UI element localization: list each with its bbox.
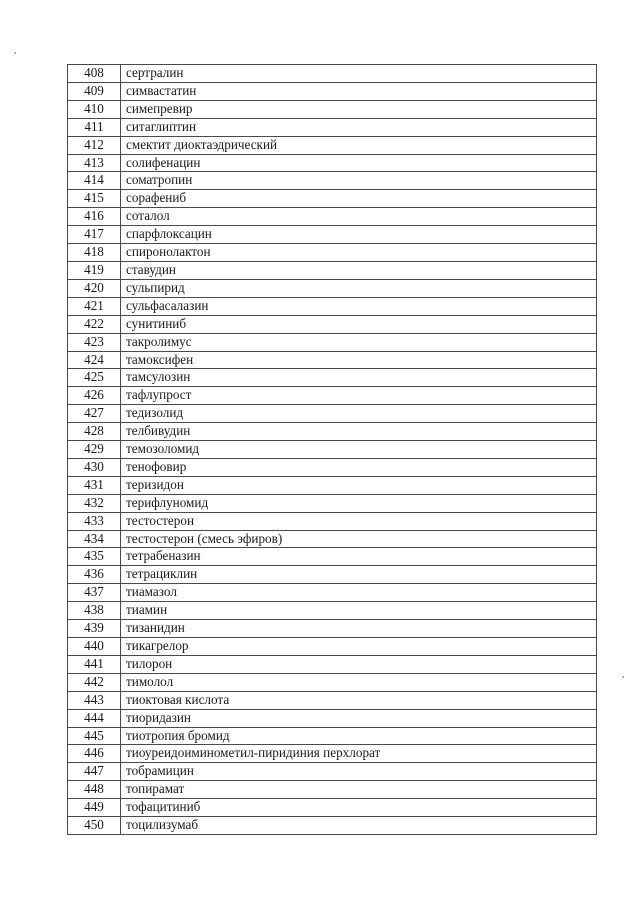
drug-name-cell: тиоктовая кислота xyxy=(121,691,597,709)
row-number-cell: 446 xyxy=(68,745,121,763)
drug-name-cell: тафлупрост xyxy=(121,387,597,405)
table-row xyxy=(68,494,597,512)
row-number-cell: 408 xyxy=(68,65,121,83)
drug-name-cell: тетрабеназин xyxy=(121,548,597,566)
drug-name-cell: тестостерон (смесь эфиров) xyxy=(121,530,597,548)
row-number-cell: 442 xyxy=(68,673,121,691)
table-row xyxy=(68,691,597,709)
table-row xyxy=(68,172,597,190)
row-number-cell: 418 xyxy=(68,244,121,262)
row-number-cell: 420 xyxy=(68,279,121,297)
row-number-cell: 425 xyxy=(68,369,121,387)
row-number-cell: 450 xyxy=(68,817,121,835)
row-number-cell: 448 xyxy=(68,781,121,799)
table-row xyxy=(68,297,597,315)
drug-name-cell: тиоуреидоиминометил-пиридиния перхлорат xyxy=(121,745,597,763)
table-row xyxy=(68,799,597,817)
drug-name-cell: топирамат xyxy=(121,781,597,799)
drug-name-cell: спиронолактон xyxy=(121,244,597,262)
table-row xyxy=(68,476,597,494)
row-number-cell: 412 xyxy=(68,136,121,154)
table-row xyxy=(68,136,597,154)
drug-name-cell: сертралин xyxy=(121,65,597,83)
table-row xyxy=(68,405,597,423)
row-number-cell: 416 xyxy=(68,208,121,226)
table-row xyxy=(68,548,597,566)
drug-name-cell: смектит диоктаэдрический xyxy=(121,136,597,154)
drug-name-cell: тиоридазин xyxy=(121,709,597,727)
row-number-cell: 431 xyxy=(68,476,121,494)
drug-name-cell: соталол xyxy=(121,208,597,226)
row-number-cell: 443 xyxy=(68,691,121,709)
table-row xyxy=(68,65,597,83)
row-number-cell: 439 xyxy=(68,620,121,638)
drug-name-cell: телбивудин xyxy=(121,423,597,441)
row-number-cell: 435 xyxy=(68,548,121,566)
table-row xyxy=(68,584,597,602)
drug-name-cell: сульфасалазин xyxy=(121,297,597,315)
row-number-cell: 449 xyxy=(68,799,121,817)
table-row xyxy=(68,333,597,351)
table-row xyxy=(68,781,597,799)
drug-name-cell: теризидон xyxy=(121,476,597,494)
drug-name-cell: тофацитиниб xyxy=(121,799,597,817)
drug-name-cell: тилорон xyxy=(121,655,597,673)
row-number-cell: 415 xyxy=(68,190,121,208)
row-number-cell: 411 xyxy=(68,118,121,136)
table-row xyxy=(68,655,597,673)
drug-name-cell: соматропин xyxy=(121,172,597,190)
table-row xyxy=(68,154,597,172)
row-number-cell: 410 xyxy=(68,100,121,118)
drug-name-cell: ситаглиптин xyxy=(121,118,597,136)
row-number-cell: 414 xyxy=(68,172,121,190)
row-number-cell: 434 xyxy=(68,530,121,548)
row-number-cell: 441 xyxy=(68,655,121,673)
drug-name-cell: тобрамицин xyxy=(121,763,597,781)
row-number-cell: 436 xyxy=(68,566,121,584)
drug-name-cell: тамоксифен xyxy=(121,351,597,369)
table-row xyxy=(68,82,597,100)
table-row xyxy=(68,709,597,727)
row-number-cell: 423 xyxy=(68,333,121,351)
drug-name-cell: симвастатин xyxy=(121,82,597,100)
drug-name-cell: тиамазол xyxy=(121,584,597,602)
row-number-cell: 432 xyxy=(68,494,121,512)
row-number-cell: 433 xyxy=(68,512,121,530)
table-row xyxy=(68,226,597,244)
row-number-cell: 419 xyxy=(68,261,121,279)
drug-name-cell: тедизолид xyxy=(121,405,597,423)
table-body xyxy=(68,65,597,835)
drug-name-cell: тизанидин xyxy=(121,620,597,638)
drug-list-table xyxy=(67,64,597,835)
table-row xyxy=(68,387,597,405)
drug-name-cell: сунитиниб xyxy=(121,315,597,333)
table-row xyxy=(68,620,597,638)
drug-name-cell: тенофовир xyxy=(121,458,597,476)
table-row xyxy=(68,745,597,763)
table-row xyxy=(68,369,597,387)
row-number-cell: 422 xyxy=(68,315,121,333)
drug-name-cell: тетрациклин xyxy=(121,566,597,584)
drug-name-cell: тиамин xyxy=(121,602,597,620)
table-row xyxy=(68,638,597,656)
drug-name-cell: солифенацин xyxy=(121,154,597,172)
table-row xyxy=(68,190,597,208)
row-number-cell: 440 xyxy=(68,638,121,656)
drug-name-cell: тоцилизумаб xyxy=(121,817,597,835)
row-number-cell: 429 xyxy=(68,441,121,459)
drug-name-cell: такролимус xyxy=(121,333,597,351)
row-number-cell: 426 xyxy=(68,387,121,405)
row-number-cell: 417 xyxy=(68,226,121,244)
row-number-cell: 413 xyxy=(68,154,121,172)
row-number-cell: 445 xyxy=(68,727,121,745)
table-row xyxy=(68,817,597,835)
row-number-cell: 447 xyxy=(68,763,121,781)
table-row xyxy=(68,727,597,745)
row-number-cell: 438 xyxy=(68,602,121,620)
scan-speck xyxy=(622,676,624,678)
drug-name-cell: симепревир xyxy=(121,100,597,118)
row-number-cell: 444 xyxy=(68,709,121,727)
row-number-cell: 427 xyxy=(68,405,121,423)
row-number-cell: 409 xyxy=(68,82,121,100)
drug-name-cell: тамсулозин xyxy=(121,369,597,387)
drug-name-cell: спарфлоксацин xyxy=(121,226,597,244)
table-row xyxy=(68,441,597,459)
row-number-cell: 424 xyxy=(68,351,121,369)
table-row xyxy=(68,208,597,226)
row-number-cell: 430 xyxy=(68,458,121,476)
scan-speck xyxy=(14,52,16,54)
table-row xyxy=(68,261,597,279)
drug-name-cell: сорафениб xyxy=(121,190,597,208)
table-row xyxy=(68,118,597,136)
table-row xyxy=(68,602,597,620)
row-number-cell: 421 xyxy=(68,297,121,315)
row-number-cell: 437 xyxy=(68,584,121,602)
table-row xyxy=(68,512,597,530)
table-row xyxy=(68,351,597,369)
drug-name-cell: ставудин xyxy=(121,261,597,279)
table-row xyxy=(68,530,597,548)
table-row xyxy=(68,763,597,781)
table-row xyxy=(68,244,597,262)
table-row xyxy=(68,279,597,297)
row-number-cell: 428 xyxy=(68,423,121,441)
table-row xyxy=(68,458,597,476)
drug-name-cell: тиотропия бромид xyxy=(121,727,597,745)
table-row xyxy=(68,100,597,118)
drug-name-cell: тимолол xyxy=(121,673,597,691)
drug-name-cell: темозоломид xyxy=(121,441,597,459)
drug-name-cell: терифлуномид xyxy=(121,494,597,512)
table-row xyxy=(68,423,597,441)
drug-name-cell: тикагрелор xyxy=(121,638,597,656)
drug-name-cell: тестостерон xyxy=(121,512,597,530)
drug-name-cell: сульпирид xyxy=(121,279,597,297)
table-row xyxy=(68,673,597,691)
table-row xyxy=(68,566,597,584)
table-row xyxy=(68,315,597,333)
